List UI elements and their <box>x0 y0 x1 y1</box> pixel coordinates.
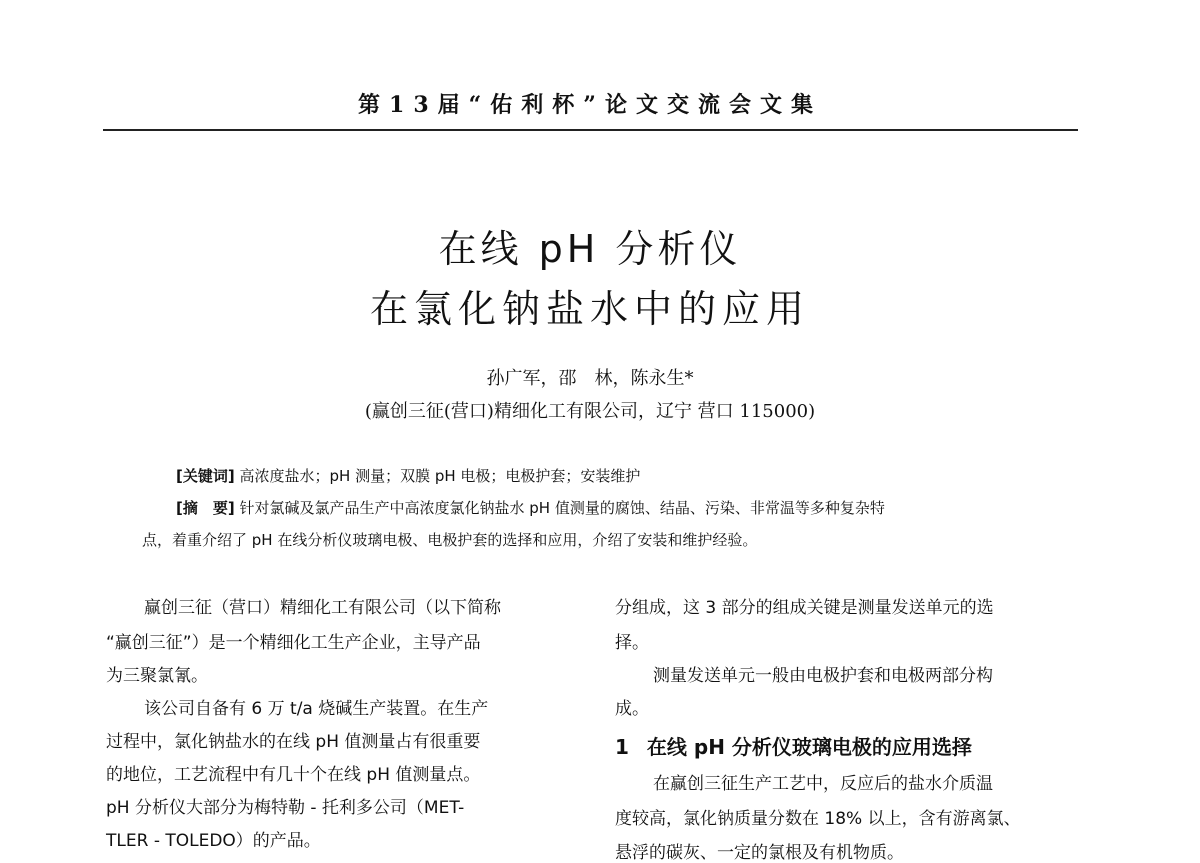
abstract-label: [摘 要] <box>176 499 235 517</box>
body-column-right <box>615 0 1085 863</box>
paper-title-line-2: 在氯化钠盐水中的应用 <box>369 287 810 331</box>
body-line: 择。 <box>615 633 649 653</box>
body-line: 为三聚氯氰。 <box>106 666 208 686</box>
body-line: pH 分析仪大部分为梅特勒 - 托利多公司（MET- <box>106 798 465 818</box>
body-line: 成。 <box>615 699 649 719</box>
paper-title-line-1: 在线 pH 分析仪 <box>438 227 742 271</box>
body-line: 的地位，工艺流程中有几十个在线 pH 值测量点。 <box>106 765 481 785</box>
abstract-text-line-2: 点，着重介绍了 pH 在线分析仪玻璃电极、电极护套的选择和应用，介绍了安装和维护经验。 <box>142 531 758 549</box>
running-head: 第13届“佑利杯”论文交流会文集 <box>358 92 822 118</box>
keywords-label: [关键词] <box>176 467 235 485</box>
author-list: 孙广军，邵 林，陈永生* <box>486 368 694 389</box>
section-title: 在线 pH 分析仪玻璃电极的应用选择 <box>646 735 972 759</box>
body-line: 该公司自备有 6 万 t/a 烧碱生产装置。在生产 <box>144 699 489 719</box>
body-line: 过程中，氯化钠盐水的在线 pH 值测量占有很重要 <box>106 732 481 752</box>
abstract-text-line-1: 针对氯碱及氯产品生产中高浓度氯化钠盐水 pH 值测量的腐蚀、结晶、污染、非常温等多种复杂特 <box>239 499 885 517</box>
body-column-left <box>106 0 581 857</box>
body-line: 在赢创三征生产工艺中，反应后的盐水介质温 <box>653 774 993 794</box>
affiliation: (赢创三征(营口)精细化工有限公司，辽宁 营口 115000) <box>364 401 816 422</box>
keywords-text: 高浓度盐水；pH 测量；双膜 pH 电极；电极护套；安装维护 <box>239 467 641 485</box>
section-heading <box>615 731 972 760</box>
body-line: 悬浮的碳灰、一定的氯根及有机物质。 <box>615 843 904 863</box>
body-line: 分组成，这 3 部分的组成关键是测量发送单元的选 <box>615 598 994 618</box>
body-line: TLER - TOLEDO）的产品。 <box>106 831 321 851</box>
body-line: “赢创三征”）是一个精细化工生产企业，主导产品 <box>106 633 481 653</box>
section-number: 1 <box>615 735 629 759</box>
body-line: 测量发送单元一般由电极护套和电极两部分构 <box>653 666 993 686</box>
body-line: 赢创三征（营口）精细化工有限公司（以下简称 <box>144 598 501 618</box>
body-line: 度较高，氯化钠质量分数在 18% 以上，含有游离氯、 <box>615 809 1021 829</box>
